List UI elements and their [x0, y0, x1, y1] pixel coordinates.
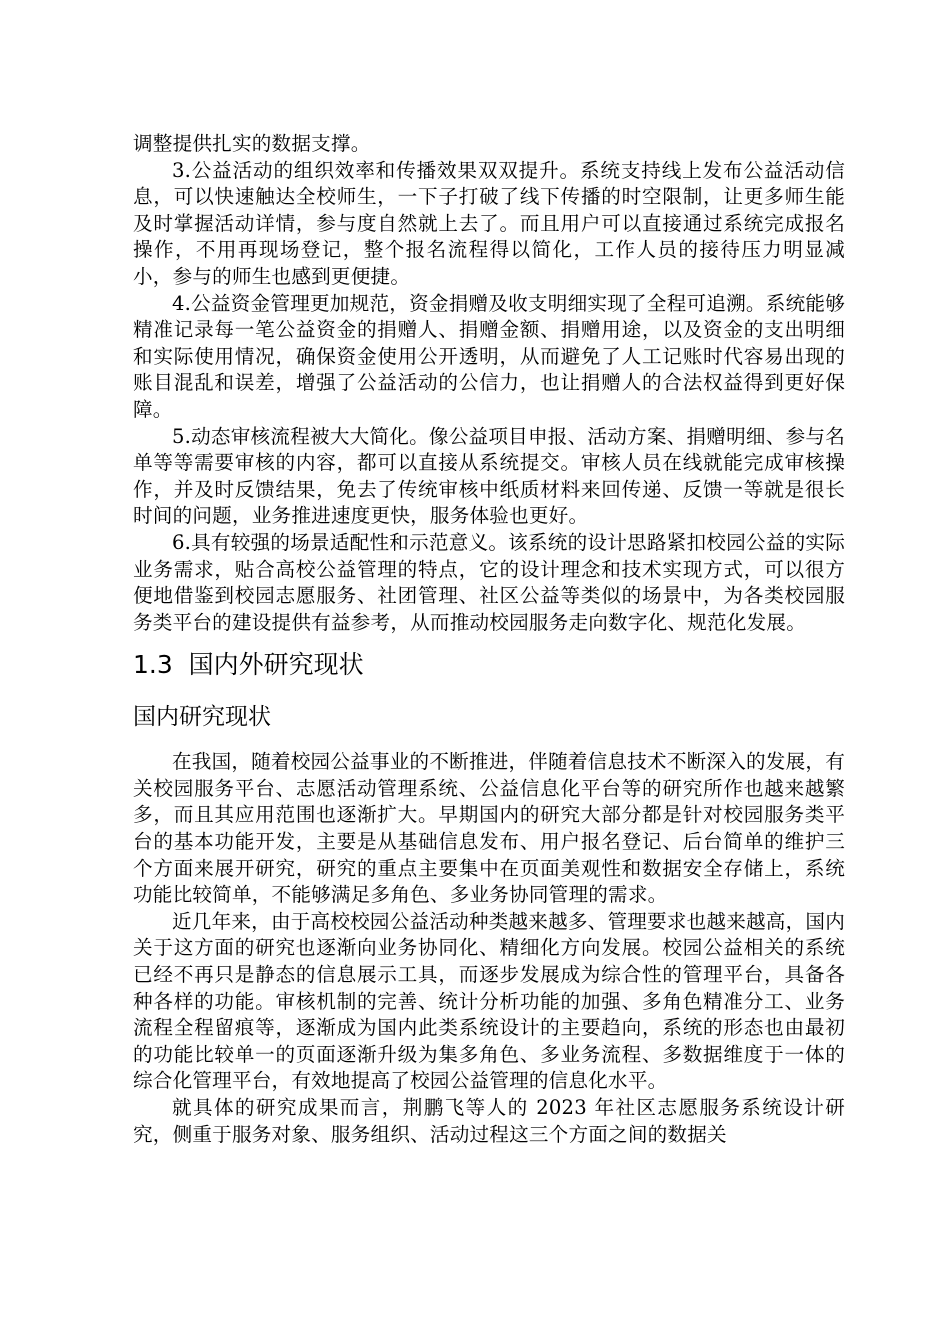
- paragraph-item-6: 6.具有较强的场景适配性和示范意义。该系统的设计思路紧扣校园公益的实际业务需求，贴合高校公益管理的特点，它的设计理念和技术实现方式，可以很方便地借鉴到校园志愿服务、社团管理、社区公益等类似的场景中，为各类校园服务类平台的建设提供有益参考，从而推动校园服务走向数字化、规范化发展。: [133, 530, 845, 634]
- paragraph-item-5: 5.动态审核流程被大大简化。像公益项目申报、活动方案、捐赠明细、参与名单等等需要审核的内容，都可以直接从系统提交。审核人员在线就能完成审核操作，并及时反馈结果，免去了传统审核中纸质材料来回传递、反馈一等就是很长时间的问题，业务推进速度更快，服务体验也更好。: [133, 424, 845, 528]
- paragraph-domestic-3: 就具体的研究成果而言，荆鹏飞等人的 2023 年社区志愿服务系统设计研究，侧重于服务对象、服务组织、活动过程这三个方面之间的数据关: [133, 1096, 845, 1146]
- document-page: [133, 131, 845, 1148]
- section-heading: 1.3 国内外研究现状: [133, 650, 364, 680]
- paragraph-item-4: 4.公益资金管理更加规范，资金捐赠及收支明细实现了全程可追溯。系统能够精准记录每一笔公益资金的捐赠人、捐赠金额、捐赠用途，以及资金的支出明细和实际使用情况，确保资金使用公开透明，从而避免了人工记账时代容易出现的账目混乱和误差，增强了公益活动的公信力，也让捐赠人的合法权益得到更好保障。: [133, 291, 845, 421]
- paragraph-continued: 调整提供扎实的数据支撑。: [133, 132, 371, 155]
- paragraph-domestic-1: 在我国，随着校园公益事业的不断推进，伴随着信息技术不断深入的发展，有关校园服务平台、志愿活动管理系统、公益信息化平台等的研究所作也越来越繁多，而且其应用范围也逐渐扩大。早期国内的研究大部分都是针对校园服务类平台的基本功能开发，主要是从基础信息发布、用户报名登记、后台简单的维护三个方面来展开研究，研究的重点主要集中在页面美观性和数据安全存储上，系统功能比较简单，不能够满足多角色、多业务协同管理的需求。: [133, 750, 845, 907]
- subsection-heading: 国内研究现状: [133, 704, 271, 731]
- paragraph-item-3: 3.公益活动的组织效率和传播效果双双提升。系统支持线上发布公益活动信息，可以快速触达全校师生，一下子打破了线下传播的时空限制，让更多师生能及时掌握活动详情，参与度自然就上去了。而且用户可以直接通过系统完成报名操作，不用再现场登记，整个报名流程得以简化，工作人员的接待压力明显减小，参与的师生也感到更便捷。: [133, 158, 845, 288]
- paragraph-domestic-2: 近几年来，由于高校校园公益活动种类越来越多、管理要求也越来越高，国内关于这方面的研究也逐渐向业务协同化、精细化方向发展。校园公益相关的系统已经不再只是静态的信息展示工具，而逐步发展成为综合性的管理平台，具备各种各样的功能。审核机制的完善、统计分析功能的加强、多角色精准分工、业务流程全程留痕等，逐渐成为国内此类系统设计的主要趋向，系统的形态也由最初的功能比较单一的页面逐渐升级为集多角色、多业务流程、多数据维度于一体的综合化管理平台，有效地提高了校园公益管理的信息化水平。: [133, 909, 845, 1093]
